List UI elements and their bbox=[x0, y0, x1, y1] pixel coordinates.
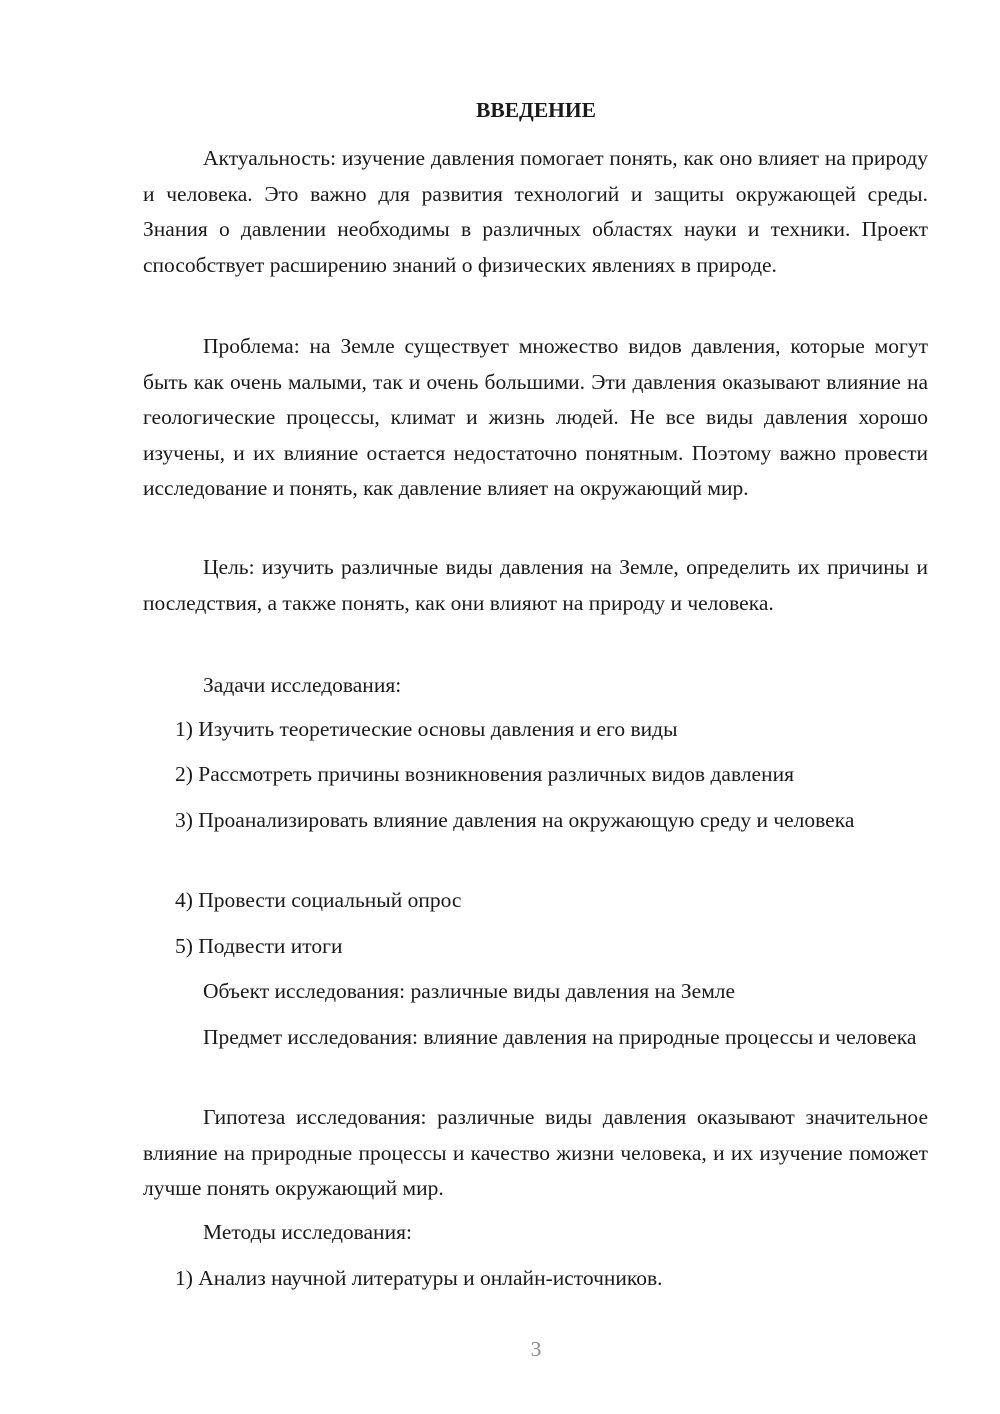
goal-section bbox=[143, 550, 928, 621]
tasks-list bbox=[143, 929, 928, 965]
relevance-paragraph: Актуальность: изучение давления помогает понять, как оно влияет на природу и человека. Это важно для развития технологий и защиты окружающей среды. Знания о давлении необходимы в различных областях науки и техники. Проект способствует расширению знаний о физических явлениях в природе. bbox=[143, 146, 928, 277]
task-item: 5) Подвести итоги bbox=[175, 934, 343, 958]
task-item: 4) Провести социальный опрос bbox=[175, 888, 462, 912]
problem-paragraph: Проблема: на Земле существует множество видов давления, которые могут быть как очень малыми, так и очень большими. Эти давления оказывают влияние на геологические процессы, климат и жизнь людей. Не все виды давления хорошо изучены, и их влияние остается недостаточно понятным. Поэтому важно провести исследование и понять, как давление влияет на окружающий мир. bbox=[143, 334, 928, 500]
task-item: 2) Рассмотреть причины возникновения различных видов давления bbox=[175, 762, 794, 786]
tasks-list bbox=[143, 757, 928, 793]
page-title: ВВЕДЕНИЕ bbox=[476, 98, 596, 122]
subject-section bbox=[143, 1020, 928, 1056]
tasks-heading-section bbox=[143, 668, 928, 704]
tasks-list bbox=[143, 883, 928, 919]
methods-heading-section bbox=[143, 1215, 928, 1251]
problem-section bbox=[143, 329, 928, 507]
subject-paragraph: Предмет исследования: влияние давления на природные процессы и человека bbox=[203, 1025, 917, 1049]
tasks-heading: Задачи исследования: bbox=[203, 673, 402, 697]
relevance-section bbox=[143, 141, 928, 283]
method-item: 1) Анализ научной литературы и онлайн-источников. bbox=[175, 1266, 663, 1290]
hypothesis-section bbox=[143, 1100, 928, 1207]
hypothesis-paragraph: Гипотеза исследования: различные виды давления оказывают значительное влияние на природные процессы и качество жизни человека, и их изучение поможет лучше понять окружающий мир. bbox=[143, 1105, 928, 1200]
task-item: 3) Проанализировать влияние давления на окружающую среду и человека bbox=[175, 808, 855, 832]
object-paragraph: Объект исследования: различные виды давления на Земле bbox=[203, 979, 736, 1003]
page-number: 3 bbox=[530, 1337, 542, 1361]
methods-list bbox=[143, 1261, 928, 1297]
tasks-list bbox=[143, 803, 928, 839]
object-section bbox=[143, 974, 928, 1010]
methods-heading: Методы исследования: bbox=[203, 1220, 412, 1244]
tasks-list bbox=[143, 712, 928, 748]
goal-paragraph: Цель: изучить различные виды давления на Земле, определить их причины и последствия, а также понять, как они влияют на природу и человека. bbox=[143, 555, 928, 615]
task-item: 1) Изучить теоретические основы давления и его виды bbox=[175, 717, 678, 741]
